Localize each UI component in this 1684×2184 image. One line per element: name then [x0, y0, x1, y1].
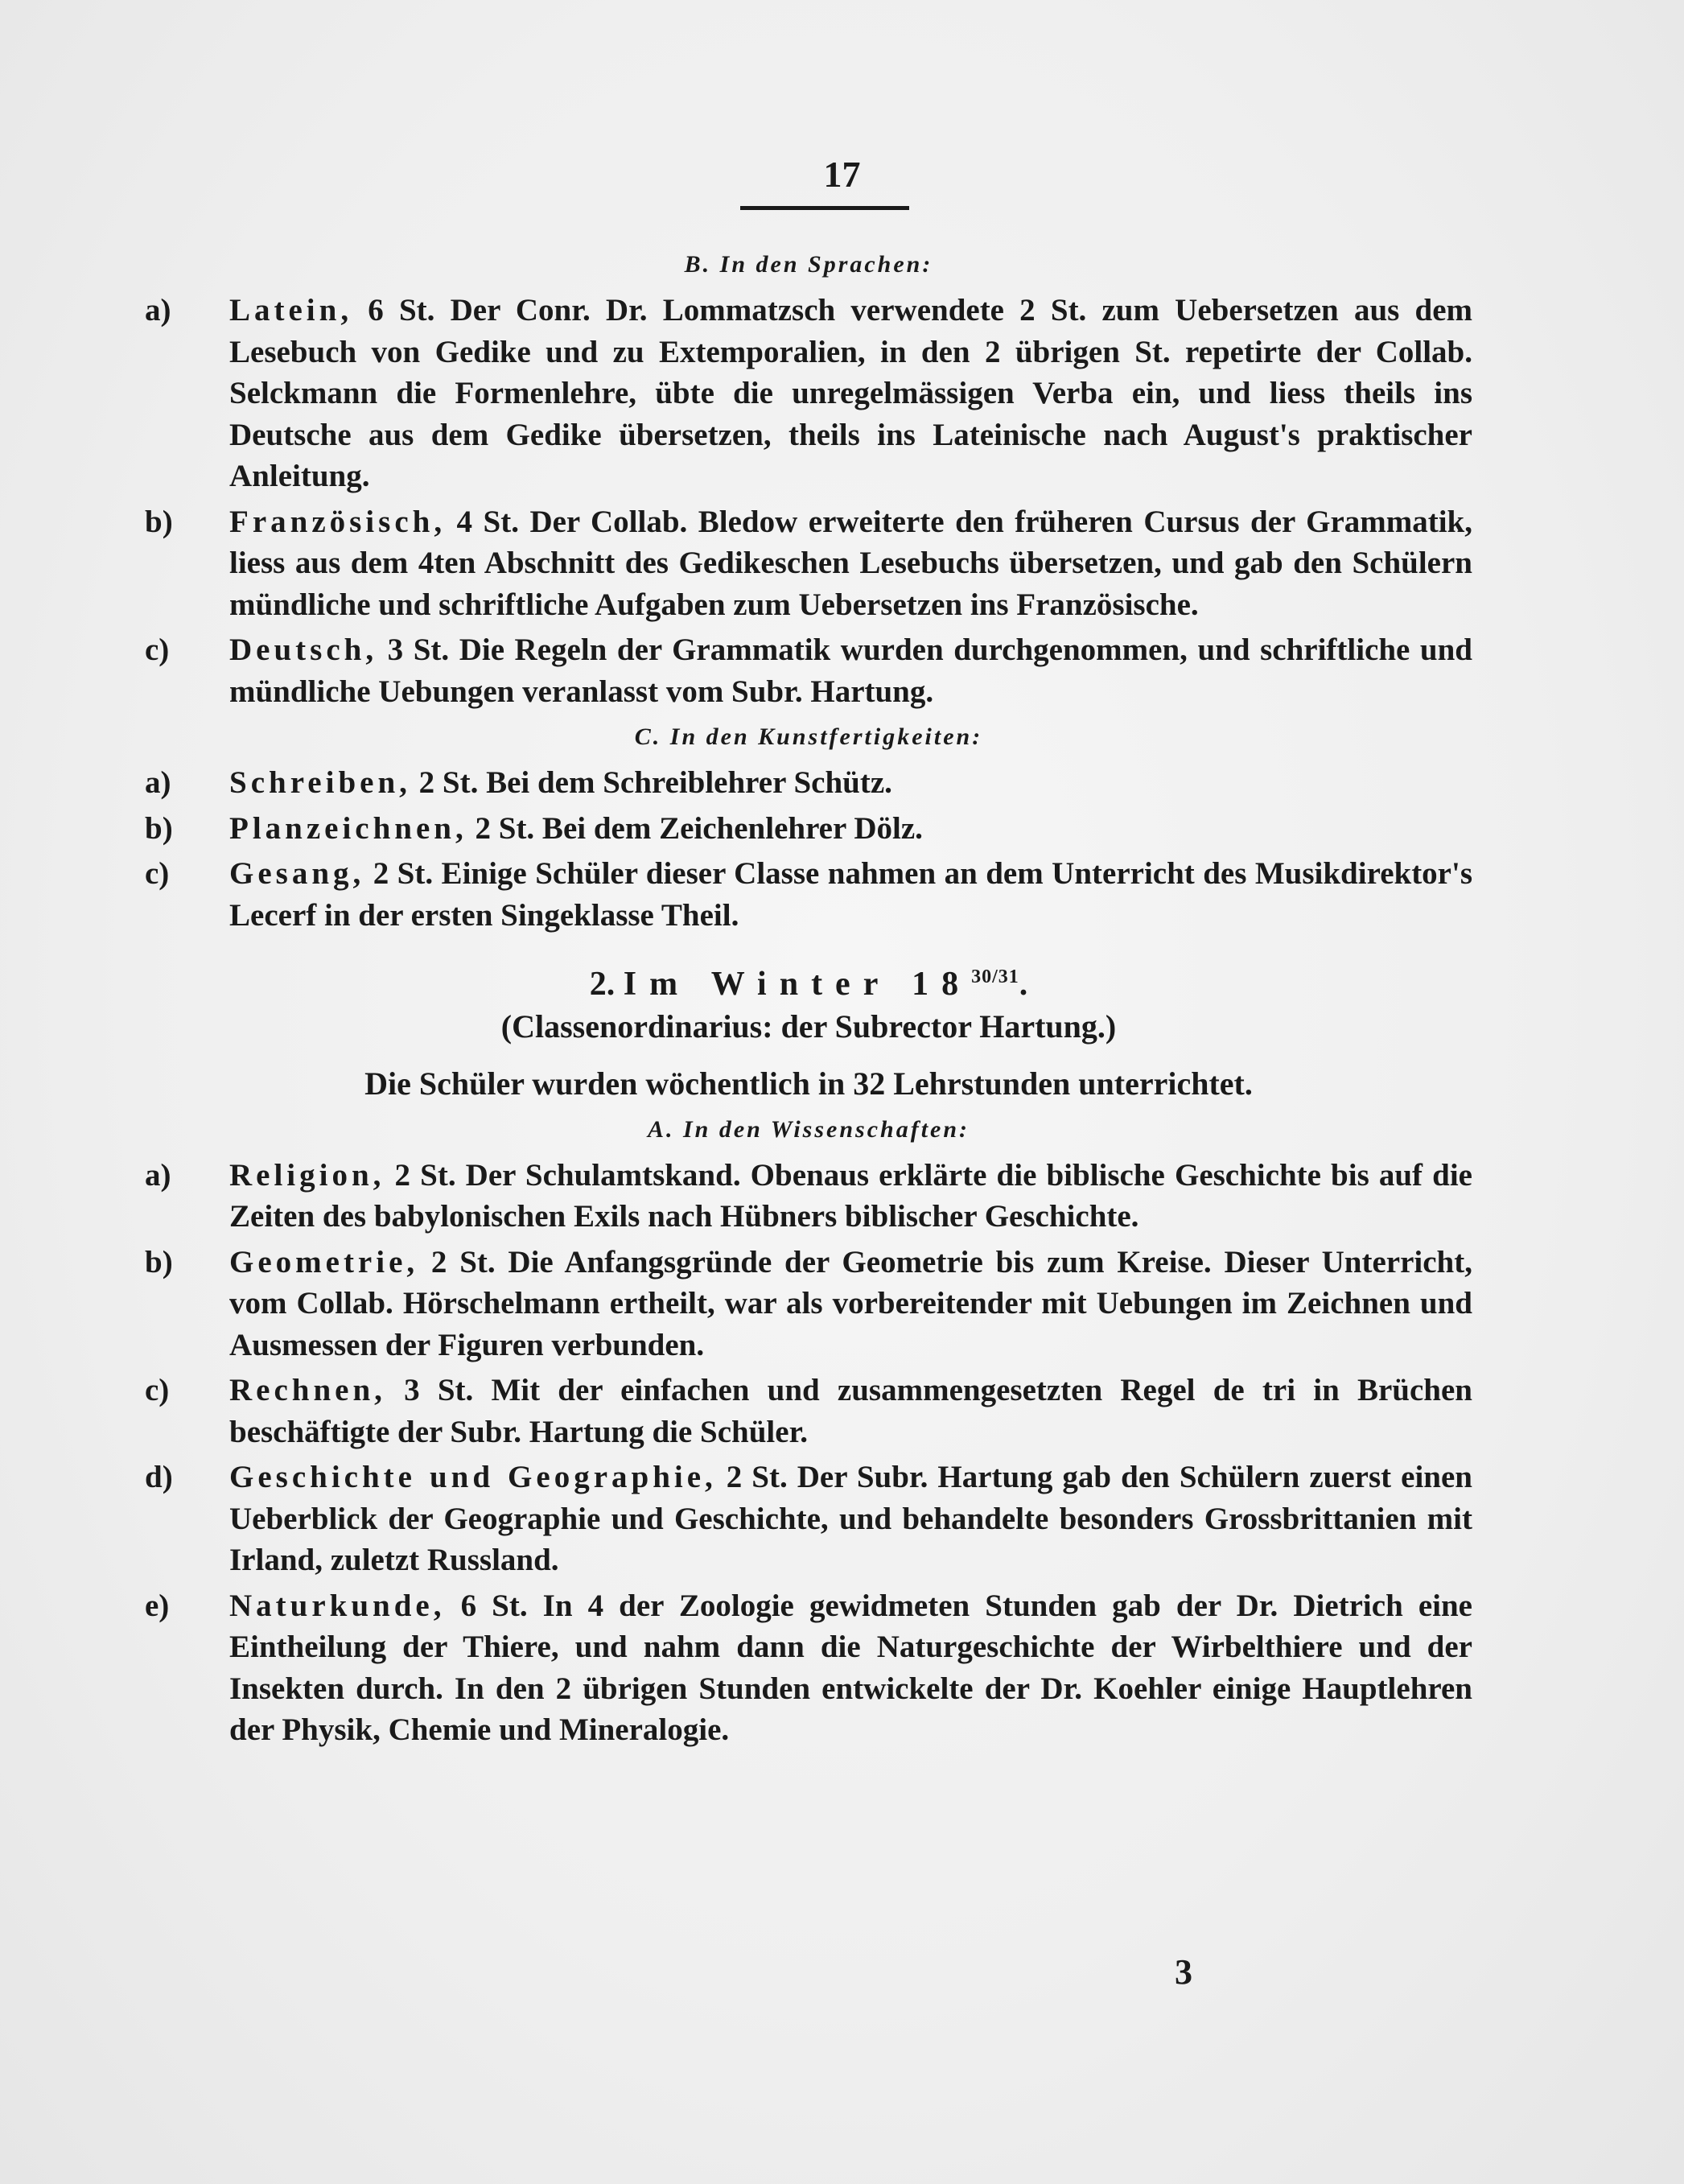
list-item	[145, 1370, 1472, 1453]
list-item	[145, 1242, 1472, 1366]
item-label: b)	[145, 504, 173, 539]
item-subject: Geometrie,	[229, 1244, 419, 1279]
list-item	[145, 853, 1472, 936]
page-body	[145, 240, 1472, 1751]
item-text: 2 St. Bei dem Schreiblehrer Schütz.	[410, 765, 892, 800]
item-label: a)	[145, 293, 171, 328]
item-subject: Naturkunde,	[229, 1588, 446, 1623]
item-subject: Religion,	[229, 1157, 385, 1193]
item-label: b)	[145, 810, 173, 846]
item-text: 4 St. Der Collab. Bledow erweiterte den früheren Cursus der Grammatik, liess aus dem 4ten Abschnitt des Gedikeschen Lesebuchs übersetzen, und gab den Schülern mündliche und schriftliche Aufgaben zum Uebersetzen ins Französische.	[229, 504, 1472, 622]
winter-title: Im Winter 18	[623, 966, 972, 1003]
section-heading-kunstfertigkeiten: C. In den Kunstfertigkeiten:	[634, 723, 983, 750]
page-number: 17	[823, 154, 861, 195]
item-subject: Latein,	[229, 293, 353, 328]
item-label: b)	[145, 1244, 173, 1279]
item-subject: Deutsch,	[229, 633, 378, 667]
item-label: c)	[145, 856, 170, 891]
list-item	[145, 501, 1472, 626]
list-item	[145, 1457, 1472, 1581]
item-label: c)	[145, 633, 170, 667]
item-label: d)	[145, 1460, 173, 1494]
list-item	[145, 1155, 1472, 1238]
item-subject: Französisch,	[229, 504, 447, 539]
list-item	[145, 629, 1472, 712]
item-text: 2 St. Der Schulamtskand. Obenaus erklärte die biblische Geschichte bis auf die Zeiten des babylonischen Exils nach Hübners biblischer Geschichte.	[229, 1157, 1472, 1234]
winter-number: 2.	[589, 966, 616, 1003]
item-subject: Gesang,	[229, 856, 365, 891]
item-label: a)	[145, 1157, 171, 1193]
winter-heading: 2. Im Winter $18^{30/31}$.	[589, 966, 1028, 1003]
section-heading-wissenschaften: A. In den Wissenschaften:	[647, 1115, 970, 1143]
section-heading-sprachen: B. In den Sprachen:	[684, 251, 933, 278]
list-item	[145, 1585, 1472, 1751]
list-item	[145, 762, 1472, 804]
list-item	[145, 290, 1472, 497]
item-subject: Geschichte und Geographie,	[229, 1460, 717, 1494]
header-rule	[740, 206, 909, 210]
winter-year-fraction: 30/31	[971, 966, 1019, 987]
item-text: 6 St. In 4 der Zoologie gewidmeten Stunden gab der Dr. Dietrich eine Eintheilung der Thiere, und nahm dann die Naturgeschichte der Wirbelthiere und der Insekten durch. In den 2 übrigen Stunden entwickelte der Dr. Koehler einige Hauptlehren der Physik, Chemie und Mineralogie.	[229, 1588, 1472, 1747]
item-label: e)	[145, 1588, 170, 1623]
item-label: c)	[145, 1373, 170, 1407]
item-text: 2 St. Einige Schüler dieser Classe nahmen an dem Unterricht des Musikdirektor's Lecerf in der ersten Singeklasse Theil.	[229, 856, 1472, 933]
item-text: 2 St. Der Subr. Hartung gab den Schülern zuerst einen Ueberblick der Geographie und Geschichte, und behandelte besonders Grossbrittanien mit Irland, zuletzt Russland.	[229, 1460, 1472, 1577]
item-subject: Schreiben,	[229, 765, 411, 800]
item-label: a)	[145, 765, 171, 800]
signature-mark: 3	[1175, 1952, 1192, 1992]
item-text: 3 St. Die Regeln der Grammatik wurden durchgenommen, und schriftliche und mündliche Uebungen veranlasst vom Subr. Hartung.	[229, 633, 1472, 709]
list-item	[145, 808, 1472, 850]
item-text: 3 St. Mit der einfachen und zusammengesetzten Regel de tri in Brüchen beschäftigte der Subr. Hartung die Schüler.	[229, 1373, 1472, 1449]
item-text: 2 St. Bei dem Zeichenlehrer Dölz.	[467, 810, 923, 846]
item-subject: Rechnen,	[229, 1373, 386, 1407]
item-text: 2 St. Die Anfangsgründe der Geometrie bis zum Kreise. Dieser Unterricht, vom Collab. Hörschelmann ertheilt, war als vorbereitender mit Uebungen im Zeichnen und Ausmessen der Figuren verbunden.	[229, 1244, 1472, 1362]
lesson-hours-sentence: Die Schüler wurden wöchentlich in 32 Lehrstunden unterrichtet.	[364, 1065, 1253, 1102]
item-subject: Planzeichnen,	[229, 810, 467, 846]
classenordinarius: (Classenordinarius: der Subrector Hartung.)	[500, 1008, 1117, 1045]
item-text: 6 St. Der Conr. Dr. Lommatzsch verwendete 2 St. zum Uebersetzen aus dem Lesebuch von Gedike und zu Extemporalien, in den 2 übrigen St. repetirte der Collab. Selckmann die Formenlehre, übte die unregelmässigen Verba ein, und liess theils ins Deutsche aus dem Gedike übersetzen, theils ins Lateinische nach August's praktischer Anleitung.	[229, 293, 1472, 493]
